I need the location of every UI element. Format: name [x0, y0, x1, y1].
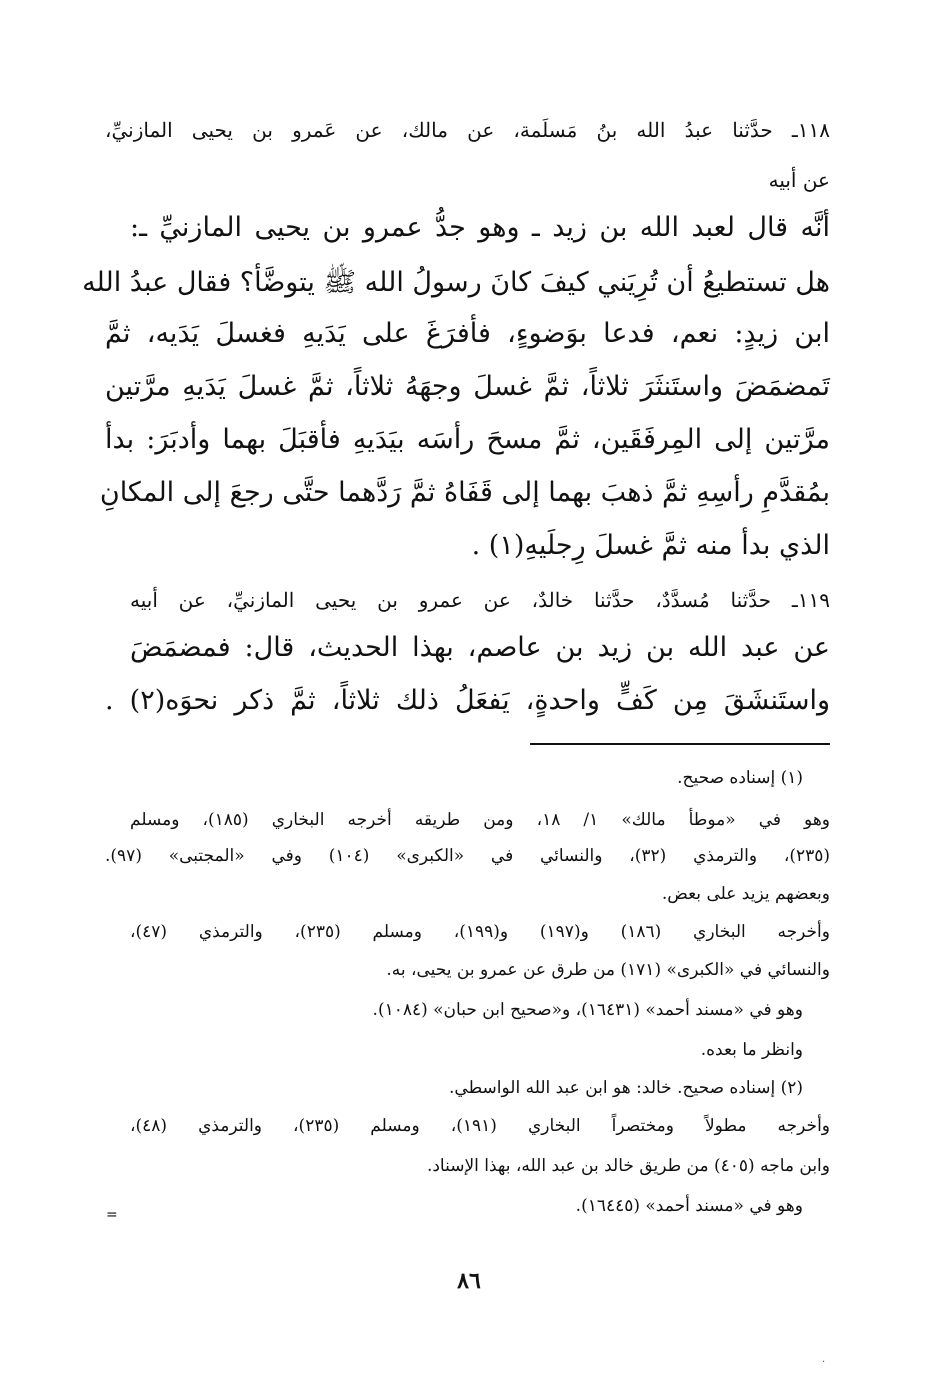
hadith-119-matn-line: واستَنشَقَ مِن كَفٍّ واحدةٍ، يَفعَلُ ذلك ثلاثاً، ثمَّ ذكر نحوَه(٢) . — [105, 685, 830, 716]
footnote-line: وانظر ما بعده. — [700, 1040, 803, 1060]
footnote-line: وابن ماجه (٤٠٥) من طريق خالد بن عبد الله، بهذا الإسناد. — [426, 1156, 830, 1176]
footnote-line: وأخرجه مطولاً ومختصراً البخاري (١٩١)، ومسلم (٢٣٥)، والترمذي (٤٨)، — [130, 1116, 830, 1136]
hadith-118-matn-line: أنَّه قال لعبد الله بن زيد ـ وهو جدُّ عمرو بن يحيى المازنيِّ ـ: — [130, 212, 830, 243]
footnote-line: (٢) إسناده صحيح. خالد: هو ابن عبد الله الواسطي. — [449, 1078, 803, 1098]
footnote-line: (١) إسناده صحيح. — [677, 768, 803, 788]
hadith-119-matn-line: عن عبد الله بن زيد بن عاصم، بهذا الحديث، قال: فمضمَضَ — [130, 632, 830, 663]
footnote-line: وبعضهم يزيد على بعض. — [661, 884, 830, 904]
hadith-118-isnad-line-1: ١١٨ـ حدَّثنا عبدُ الله بنُ مَسلَمة، عن مالك، عن عَمرو بن يحيى المازنيِّ، — [105, 118, 830, 142]
hadith-118-matn-line: بمُقدَّمِ رأسِهِ ثمَّ ذهبَ بهما إلى قَفَاهُ ثمَّ رَدَّهما حتَّى رجعَ إلى المكانِ — [99, 477, 830, 508]
footnote-separator — [530, 743, 830, 745]
hadith-118-matn-line: ابن زيدٍ: نعم، فدعا بوَضوءٍ، فأفرَغَ على يَدَيهِ فغسلَ يَدَيه، ثمَّ — [105, 318, 830, 349]
hadith-119-isnad-line-1: ١١٩ـ حدَّثنا مُسدَّدٌ، حدَّثنا خالدٌ، عن عمرو بن يحيى المازنيِّ، عن أبيه — [130, 588, 830, 612]
footnote-line: وهو في «مسند أحمد» (١٦٤٣١)، و«صحيح ابن حبان» (١٠٨٤). — [372, 1000, 803, 1020]
footnote-line: وهو في «موطأ مالك» ١/ ١٨، ومن طريقه أخرجه البخاري (١٨٥)، ومسلم — [130, 810, 831, 830]
footnote-line: والنسائي في «الكبرى» (١٧١) من طرق عن عمرو بن يحيى، به. — [386, 960, 830, 980]
scan-speck: · — [822, 1357, 826, 1368]
footnote-line: وأخرجه البخاري (١٨٦) و(١٩٧) و(١٩٩)، ومسلم (٢٣٥)، والترمذي (٤٧)، — [130, 922, 830, 942]
hadith-118-isnad-line-2: عن أبيه — [768, 168, 830, 192]
page-number: ٨٦ — [457, 1268, 481, 1294]
hadith-118-matn-line: مرَّتين إلى المِرفَقَين، ثمَّ مسحَ رأسَه بيَدَيهِ فأقبَلَ بهما وأدبَرَ: بدأ — [105, 424, 830, 455]
footnote-line: (٢٣٥)، والترمذي (٣٢)، والنسائي في «الكبرى» (١٠٤) وفي «المجتبى» (٩٧). — [105, 846, 831, 866]
hadith-118-matn-line: تَمضمَضَ واستَنثَرَ ثلاثاً، ثمَّ غسلَ وجهَهُ ثلاثاً، ثمَّ غسلَ يَدَيهِ مرَّتين — [105, 371, 830, 402]
continuation-mark: = — [106, 1207, 118, 1223]
footnote-line: وهو في «مسند أحمد» (١٦٤٤٥). — [575, 1196, 803, 1216]
hadith-118-matn-line: الذي بدأ منه ثمَّ غسلَ رِجلَيهِ(١) . — [471, 530, 830, 561]
hadith-118-matn-line: هل تستطيعُ أن تُرِيَني كيفَ كانَ رسولُ الله ﷺ يتوضَّأ؟ فقال عبدُ الله — [82, 267, 830, 298]
